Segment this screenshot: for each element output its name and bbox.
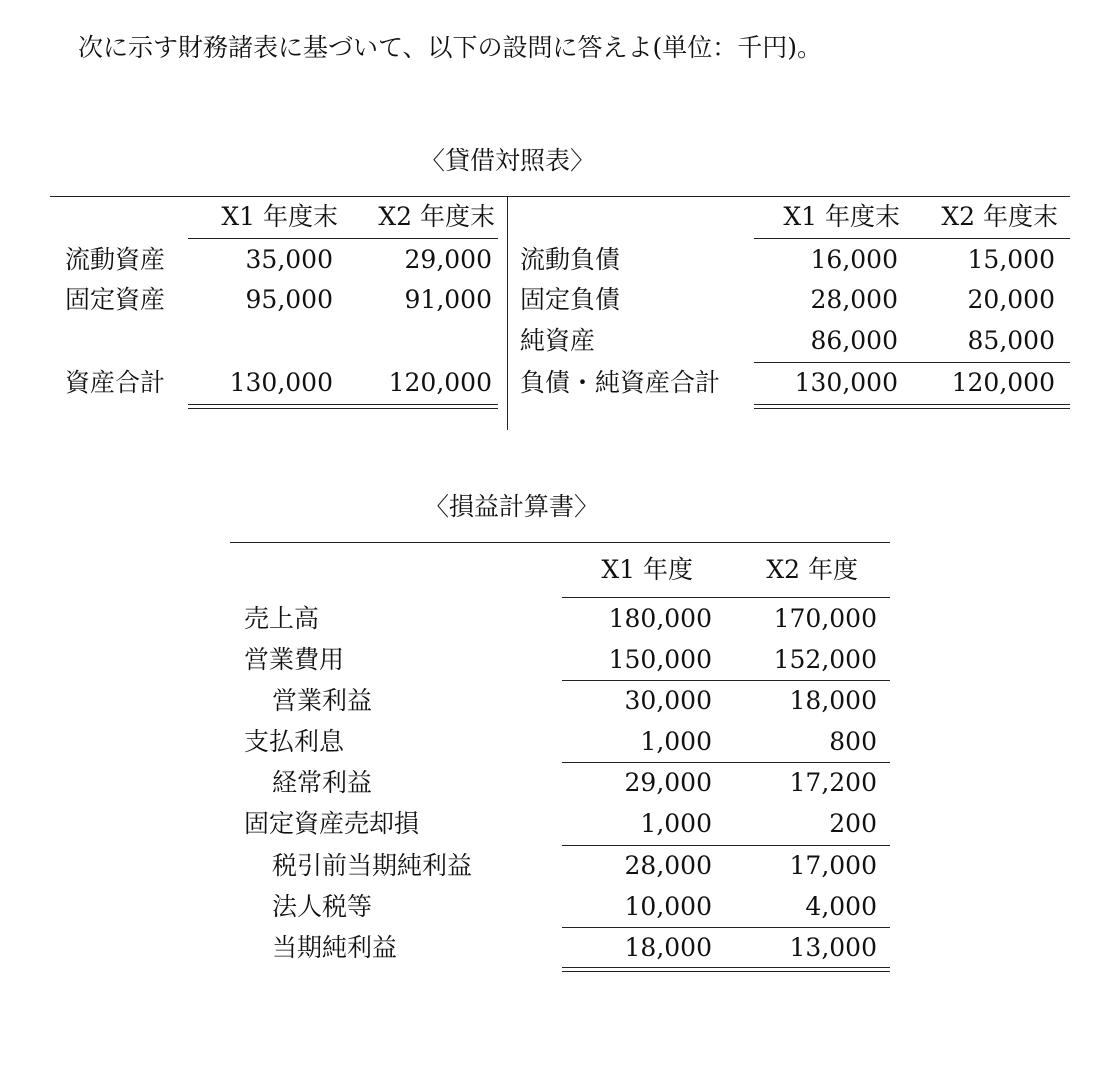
asset-label: 流動資産 <box>65 245 166 274</box>
asset-label: 固定資産 <box>65 285 166 314</box>
pl-total-double-rule <box>562 967 890 972</box>
bs-col-x2-right: X2 年度末 <box>941 202 1058 231</box>
subtotal-rule-right <box>754 362 1070 363</box>
pl-row-x1: 10,000 <box>624 892 712 921</box>
liability-x2: 15,000 <box>967 245 1055 274</box>
pl-subtotal-rule <box>562 762 890 763</box>
instruction-text: 次に示す財務諸表に基づいて、以下の設問に答えよ(単位：千円)。 <box>78 33 823 62</box>
liability-x1: 28,000 <box>810 285 898 314</box>
table-top-rule <box>50 196 1070 197</box>
pl-row-x2: 152,000 <box>773 645 877 674</box>
total-double-rule-right <box>754 404 1070 409</box>
assets-total-x2: 120,000 <box>388 368 492 397</box>
pl-row-label: 固定資産売却損 <box>244 809 420 838</box>
bs-col-x1-right: X1 年度末 <box>783 202 900 231</box>
pl-row-x2: 800 <box>829 727 877 756</box>
total-double-rule-left <box>188 404 498 409</box>
assets-total-label: 資産合計 <box>65 368 166 397</box>
liability-label: 流動負債 <box>520 245 621 274</box>
pl-col-x1: X1 年度 <box>601 555 693 584</box>
pl-row-x1: 28,000 <box>624 851 712 880</box>
pl-row-x2: 17,200 <box>789 768 877 797</box>
liability-label: 純資産 <box>520 326 596 355</box>
liability-x2: 20,000 <box>967 285 1055 314</box>
pl-col-x2: X2 年度 <box>766 555 858 584</box>
pl-subtotal-rule <box>562 927 890 928</box>
asset-x1: 35,000 <box>245 245 333 274</box>
pl-row-x2: 200 <box>829 809 877 838</box>
pl-row-x1: 29,000 <box>624 768 712 797</box>
pl-row-x1: 18,000 <box>624 933 712 962</box>
pl-row-label: 売上高 <box>244 604 320 633</box>
asset-x2: 29,000 <box>404 245 492 274</box>
pl-top-rule <box>230 542 890 543</box>
pl-subtotal-rule <box>562 680 890 681</box>
pl-row-label: 当期純利益 <box>272 933 398 962</box>
asset-x1: 95,000 <box>245 285 333 314</box>
pl-row-label: 税引前当期純利益 <box>272 851 473 880</box>
pl-row-x2: 13,000 <box>789 933 877 962</box>
income-statement-title: 〈損益計算書〉 <box>424 492 600 521</box>
header-rule-left <box>188 238 498 239</box>
pl-row-x2: 17,000 <box>789 851 877 880</box>
liability-x2: 85,000 <box>967 326 1055 355</box>
pl-row-x1: 150,000 <box>608 645 712 674</box>
pl-row-label: 営業費用 <box>244 645 345 674</box>
pl-row-x1: 180,000 <box>608 604 712 633</box>
pl-row-label: 経常利益 <box>272 768 373 797</box>
pl-row-label: 営業利益 <box>272 686 373 715</box>
liabilities-total-x1: 130,000 <box>794 368 898 397</box>
pl-subtotal-rule <box>562 845 890 846</box>
asset-x2: 91,000 <box>404 285 492 314</box>
liability-x1: 16,000 <box>810 245 898 274</box>
pl-row-x2: 4,000 <box>805 892 877 921</box>
center-divider <box>507 196 508 430</box>
liability-label: 固定負債 <box>520 285 621 314</box>
pl-row-label: 法人税等 <box>272 892 373 921</box>
header-rule-right <box>754 238 1070 239</box>
pl-row-x1: 30,000 <box>624 686 712 715</box>
liability-x1: 86,000 <box>810 326 898 355</box>
bs-col-x2-left: X2 年度末 <box>378 202 495 231</box>
pl-row-x2: 170,000 <box>773 604 877 633</box>
pl-row-x2: 18,000 <box>789 686 877 715</box>
pl-header-rule <box>562 597 890 598</box>
balance-sheet-title: 〈貸借対照表〉 <box>420 146 596 175</box>
liabilities-total-label: 負債・純資産合計 <box>520 368 721 397</box>
pl-row-x1: 1,000 <box>640 809 712 838</box>
bs-col-x1-left: X1 年度末 <box>221 202 338 231</box>
liabilities-total-x2: 120,000 <box>951 368 1055 397</box>
pl-row-label: 支払利息 <box>244 727 345 756</box>
pl-row-x1: 1,000 <box>640 727 712 756</box>
assets-total-x1: 130,000 <box>229 368 333 397</box>
